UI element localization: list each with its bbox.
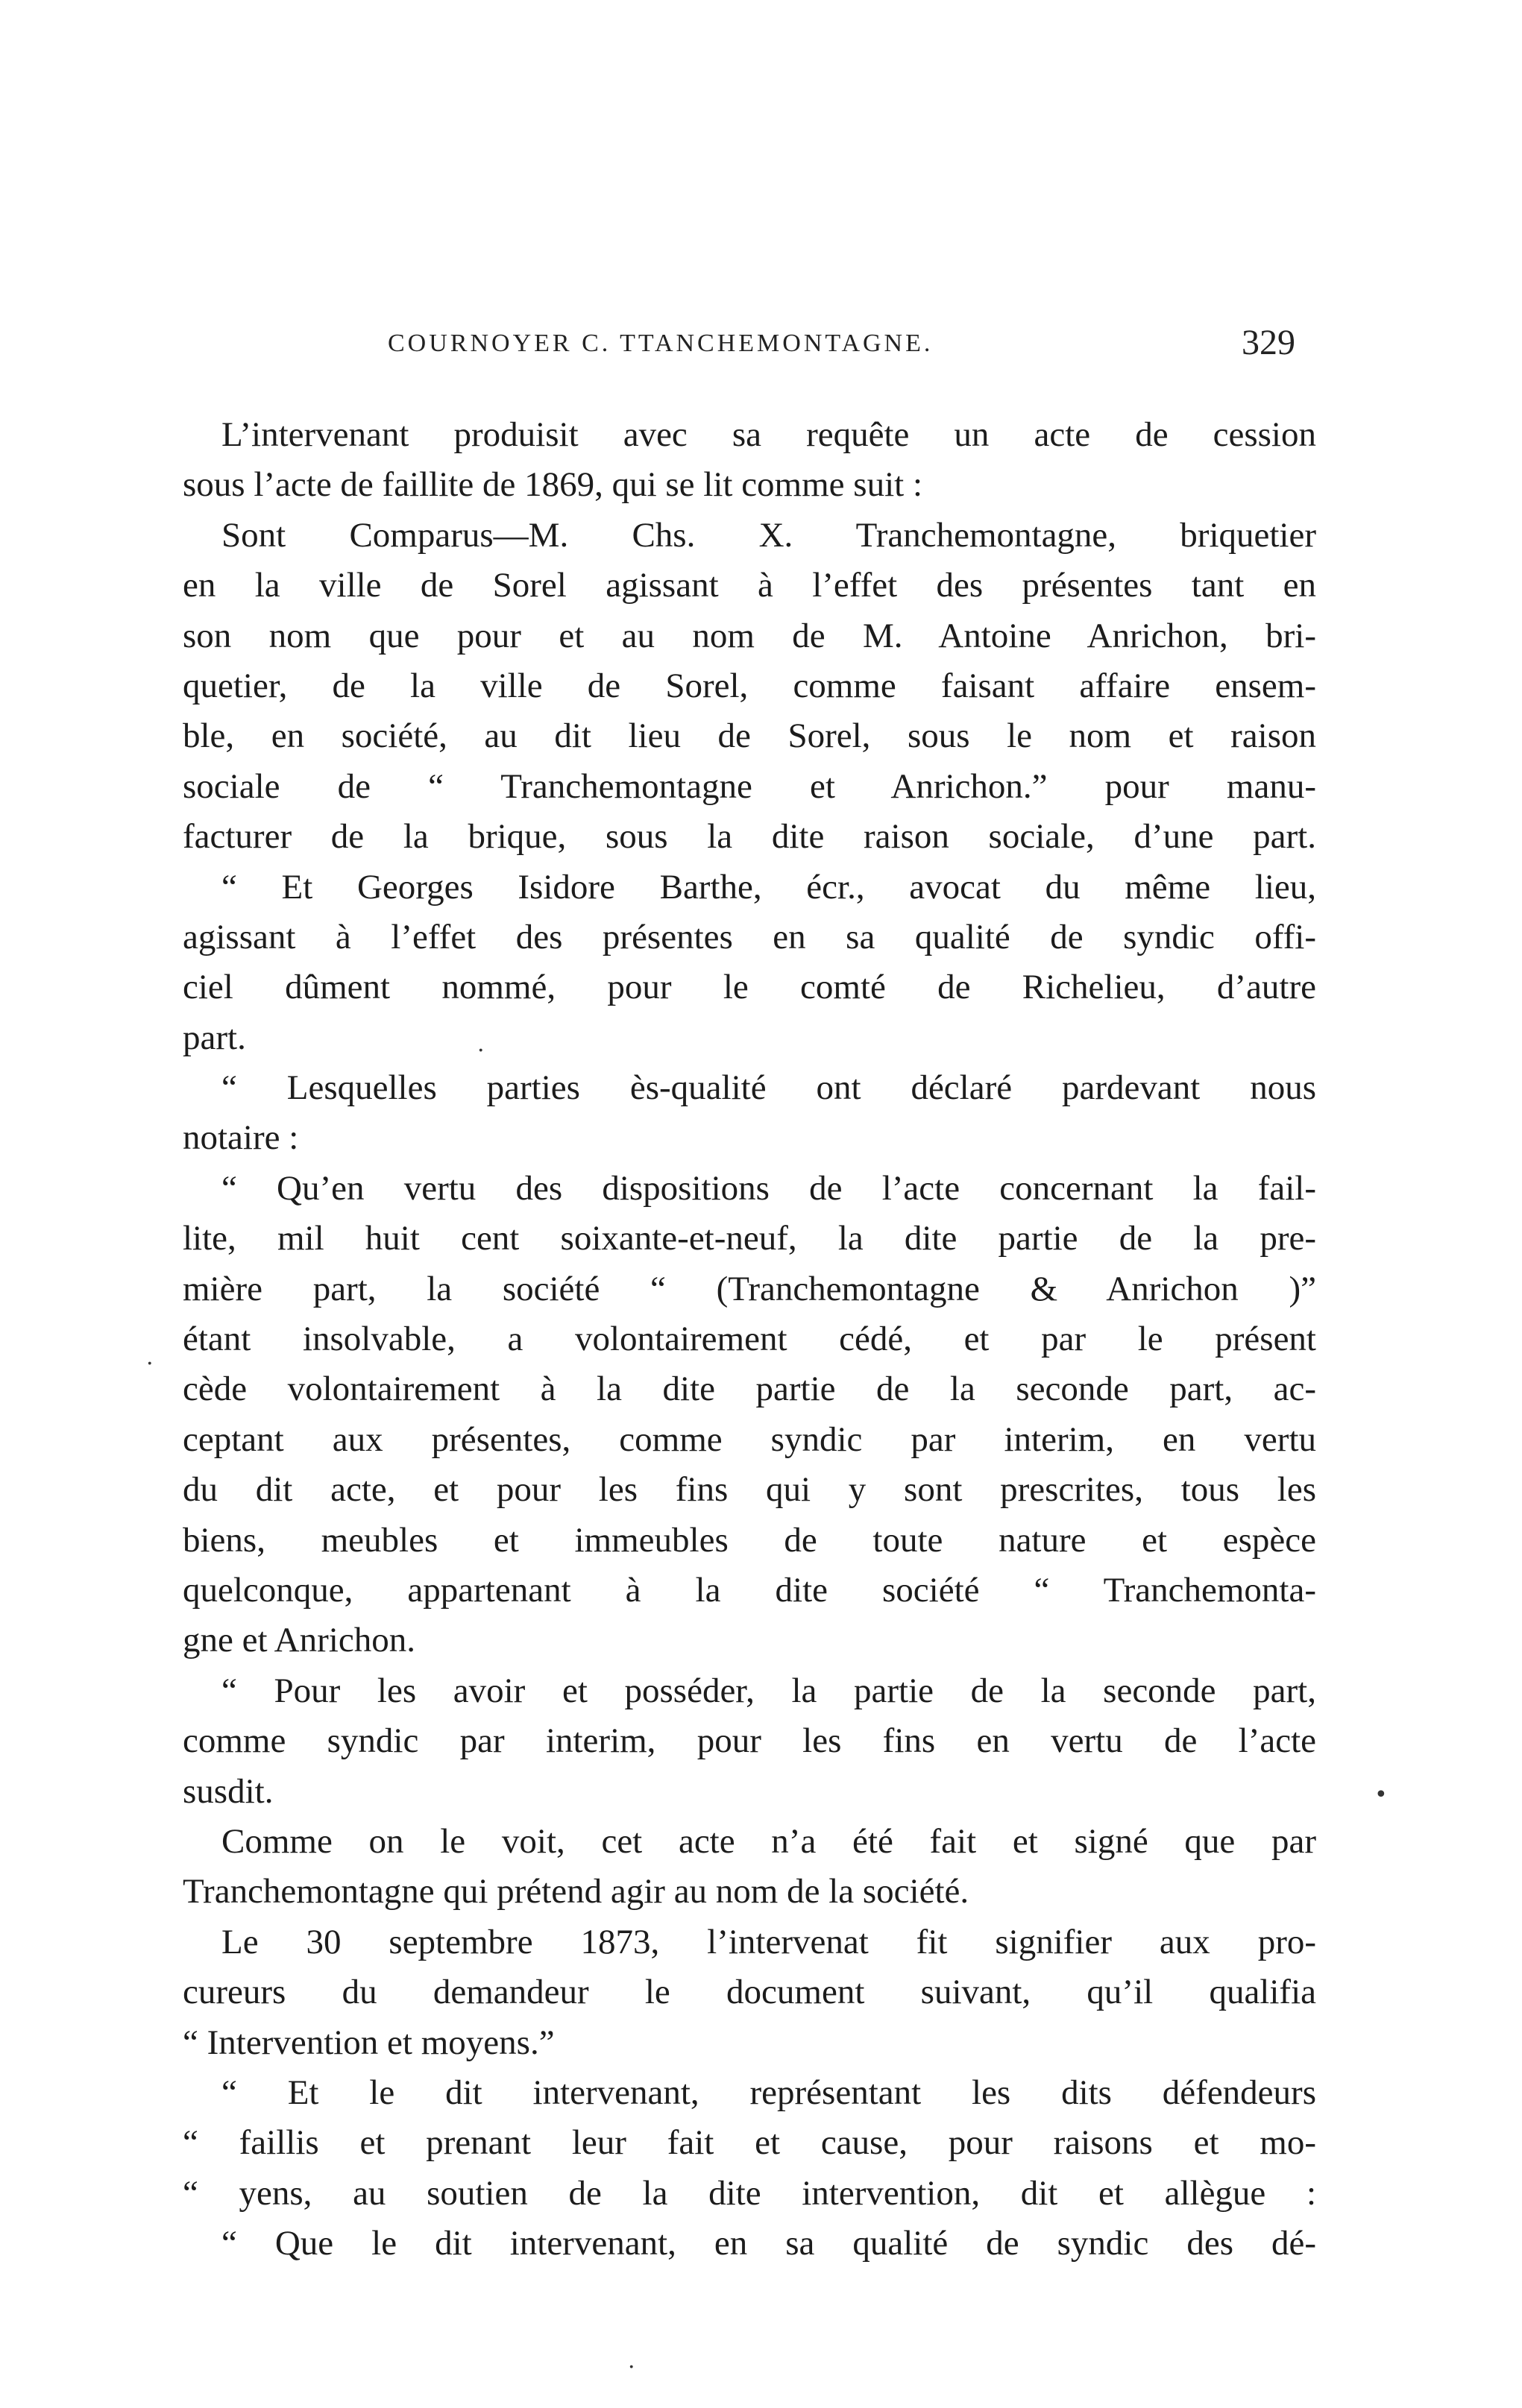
text-line: susdit.: [183, 1771, 274, 1811]
text-line: Sont Comparus—M. Chs. X. Tranchemontagne, briquetier: [221, 515, 1316, 555]
text-line: son nom que pour et au nom de M. Antoine Anrichon, bri-: [183, 616, 1316, 655]
text-line: comme syndic par interim, pour les fins en vertu de l’acte: [183, 1721, 1316, 1761]
page-number: 329: [1242, 323, 1295, 362]
text-line: sociale de “ Tranchemontagne et Anrichon.” pour manu-: [183, 766, 1316, 806]
text-line: étant insolvable, a volontairement cédé, et par le présent: [183, 1320, 1316, 1359]
text-line: “ Qu’en vertu des dispositions de l’acte concernant la fail-: [221, 1168, 1316, 1208]
text-line: part.: [183, 1018, 246, 1057]
text-line: ceptant aux présentes, comme syndic par interim, en vertu: [183, 1419, 1316, 1459]
text-line: facturer de la brique, sous la dite raison sociale, d’une part.: [183, 817, 1316, 857]
running-title: COURNOYER C. TTANCHEMONTAGNE.: [388, 330, 934, 357]
body-text: [183, 410, 1316, 2269]
text-line: “ Que le dit intervenant, en sa qualité de syndic des dé-: [221, 2224, 1316, 2263]
text-line: notaire :: [183, 1118, 299, 1158]
text-line: “ Pour les avoir et posséder, la partie de la seconde part,: [221, 1671, 1316, 1710]
text-line: “ faillis et prenant leur fait et cause, pour raisons et mo-: [183, 2123, 1316, 2163]
text-line: quelconque, appartenant à la dite société “ Tranchemonta-: [183, 1570, 1316, 1610]
text-line: ciel dûment nommé, pour le comté de Richelieu, d’autre: [183, 968, 1316, 1007]
text-line: lite, mil huit cent soixante-et-neuf, la dite partie de la pre-: [183, 1219, 1316, 1258]
text-line: cède volontairement à la dite partie de la seconde part, ac-: [183, 1370, 1316, 1409]
print-speck: ·: [146, 1351, 154, 1377]
text-line: mière part, la société “ (Tranchemontagne & Anrichon )”: [183, 1269, 1316, 1308]
text-line: sous l’acte de faillite de 1869, qui se lit comme suit :: [183, 465, 923, 505]
text-line: “ Et le dit intervenant, représentant les dits défendeurs: [221, 2073, 1316, 2112]
text-line: “ Lesquelles parties ès-qualité ont déclaré pardevant nous: [221, 1068, 1316, 1108]
text-line: gne et Anrichon.: [183, 1621, 415, 1660]
text-line: “ yens, au soutien de la dite intervention, dit et allègue :: [183, 2173, 1316, 2213]
text-line: biens, meubles et immeubles de toute nature et espèce: [183, 1520, 1316, 1560]
text-line: agissant à l’effet des présentes en sa qualité de syndic offi-: [183, 917, 1316, 956]
text-line: L’intervenant produisit avec sa requête un acte de cession: [221, 415, 1316, 454]
text-line: cureurs du demandeur le document suivant, qu’il qualifia: [183, 1973, 1316, 2012]
text-line: du dit acte, et pour les fins qui y sont prescrites, tous les: [183, 1470, 1316, 1510]
text-line: “ Et Georges Isidore Barthe, écr., avocat du même lieu,: [221, 867, 1316, 907]
text-line: en la ville de Sorel agissant à l’effet des présentes tant en: [183, 566, 1316, 605]
text-line: Le 30 septembre 1873, l’intervenat fit signifier aux pro-: [221, 1922, 1316, 1961]
text-line: ble, en société, au dit lieu de Sorel, sous le nom et raison: [183, 716, 1316, 756]
print-speck: •: [1374, 1782, 1388, 1808]
print-speck: ·: [477, 1038, 485, 1064]
text-line: quetier, de la ville de Sorel, comme faisant affaire ensem-: [183, 666, 1316, 705]
text-line: “ Intervention et moyens.”: [183, 2023, 555, 2062]
text-line: Comme on le voit, cet acte n’a été fait et signé que par: [221, 1821, 1316, 1861]
text-line: Tranchemontagne qui prétend agir au nom de la société.: [183, 1872, 969, 1911]
print-speck: ·: [628, 2354, 635, 2380]
